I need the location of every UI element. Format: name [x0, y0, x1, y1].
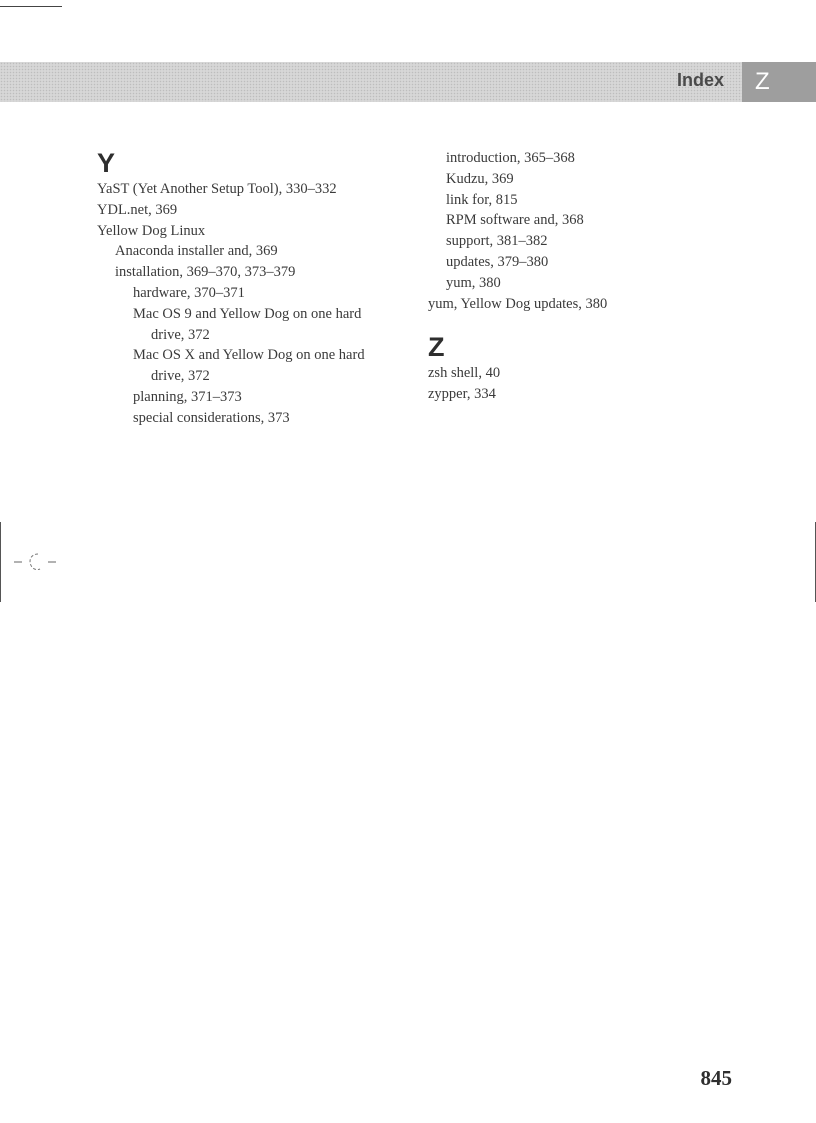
index-entry: zypper, 334	[428, 386, 496, 403]
index-entry: Mac OS X and Yellow Dog on one hard	[133, 347, 365, 364]
index-entry: drive, 372	[151, 326, 210, 343]
index-entry: planning, 371–373	[133, 388, 242, 405]
index-entry: introduction, 365–368	[446, 150, 575, 166]
index-entry: Kudzu, 369	[446, 170, 514, 187]
index-entry: RPM software and, 368	[446, 212, 584, 229]
index-entry: hardware, 370–371	[133, 284, 245, 301]
crop-mark-left	[0, 522, 1, 602]
index-entry: updates, 379–380	[446, 253, 549, 270]
index-entry: zsh shell, 40	[428, 365, 501, 382]
section-letter-heading: Z	[428, 332, 445, 363]
index-entry: Yellow Dog Linux	[97, 222, 206, 239]
registration-mark-icon	[14, 548, 74, 578]
section-letter-heading: Y	[97, 148, 116, 178]
index-entry: drive, 372	[151, 368, 210, 385]
index-entry: special considerations, 373	[133, 409, 290, 426]
index-entry: Mac OS 9 and Yellow Dog on one hard	[133, 305, 362, 322]
index-entry: Anaconda installer and, 369	[115, 243, 278, 260]
index-entry: yum, 380	[446, 274, 501, 291]
index-column-left	[97, 148, 417, 429]
index-column-right	[428, 148, 748, 405]
index-entry: YDL.net, 369	[97, 201, 178, 218]
index-entry: installation, 369–370, 373–379	[115, 264, 296, 281]
index-entry: yum, Yellow Dog updates, 380	[428, 295, 608, 312]
index-entry: support, 381–382	[446, 233, 548, 250]
index-entry: YaST (Yet Another Setup Tool), 330–332	[97, 181, 337, 197]
page-number: 845	[700, 1066, 732, 1090]
crop-mark-top	[0, 6, 62, 7]
index-entry: link for, 815	[446, 191, 518, 208]
chapter-letter-tab: Z	[742, 62, 816, 102]
running-header-title: Index	[676, 70, 724, 90]
